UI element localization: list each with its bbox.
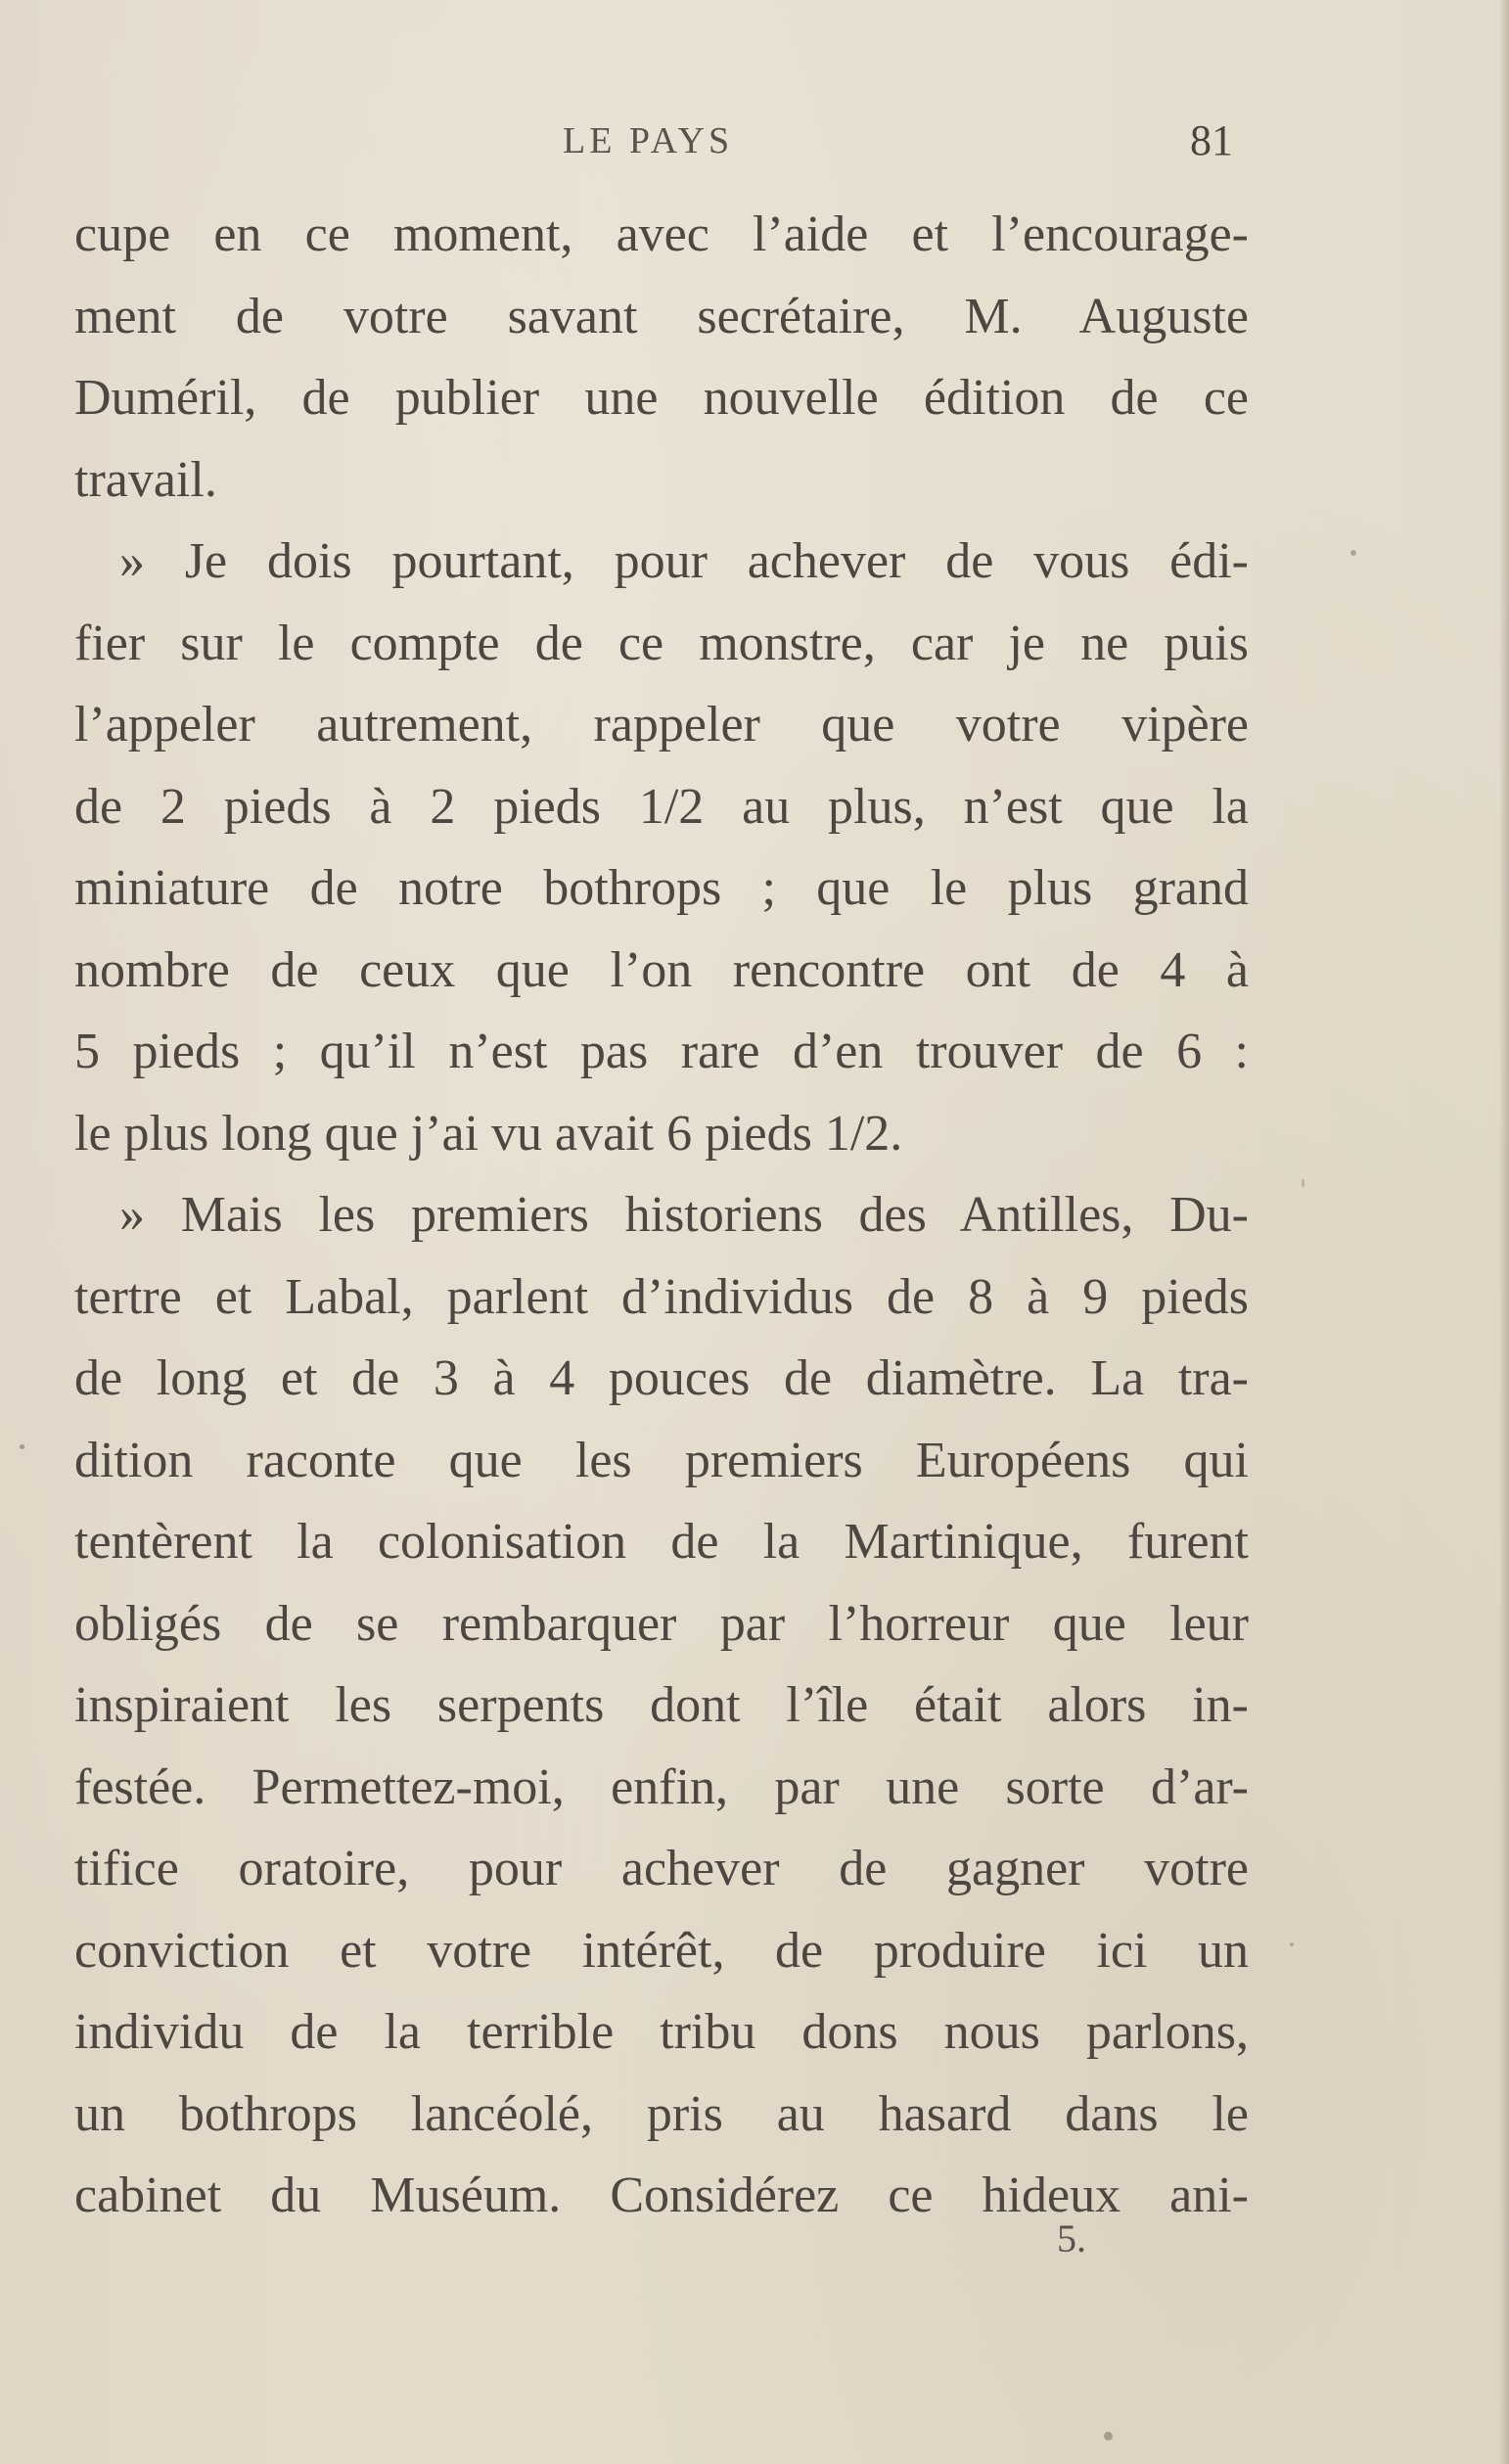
text-line: 5 pieds ; qu’il n’est pas rare d’en trouver de 6 : bbox=[74, 1024, 1249, 1079]
text-line: tertre et Labal, parlent d’individus de 8 à 9 pieds bbox=[74, 1268, 1249, 1325]
text-line: obligés de se rembarquer par l’horreur que leur bbox=[74, 1595, 1249, 1652]
text-line: cabinet du Muséum. Considérez ce hideux ani- bbox=[74, 2167, 1249, 2223]
text-line: » Je dois pourtant, pour achever de vous édi- bbox=[119, 533, 1249, 589]
text-line: nombre de ceux que l’on rencontre ont de 4 à bbox=[74, 941, 1249, 998]
text-line: l’appeler autrement, rappeler que votre vipère bbox=[74, 697, 1249, 753]
text-line: festée. Permettez-moi, enfin, par une sorte d’ar- bbox=[74, 1758, 1249, 1815]
text-line: travail. bbox=[74, 451, 217, 508]
page-edge bbox=[1499, 0, 1509, 2464]
text-line: individu de la terrible tribu dons nous parlons, bbox=[74, 2004, 1249, 2060]
text-line: de 2 pieds à 2 pieds 1/2 au plus, n’est que la bbox=[74, 778, 1249, 835]
text-line: le plus long que j’ai vu avait 6 pieds 1/2. bbox=[74, 1105, 903, 1162]
text-line: cupe en ce moment, avec l’aide et l’encourage- bbox=[74, 206, 1249, 262]
text-line: fier sur le compte de ce monstre, car je ne puis bbox=[74, 615, 1249, 671]
text-line: tifice oratoire, pour achever de gagner votre bbox=[74, 1841, 1249, 1896]
text-line: dition raconte que les premiers Européens qui bbox=[74, 1432, 1249, 1488]
text-line: tentèrent la colonisation de la Martinique, furent bbox=[74, 1514, 1249, 1570]
text-line: de long et de 3 à 4 pouces de diamètre. La tra- bbox=[74, 1350, 1249, 1406]
page-number: 81 bbox=[1190, 116, 1233, 164]
text-line: inspiraient les serpents dont l’île était alors in- bbox=[74, 1677, 1249, 1733]
running-head-title: LE PAYS bbox=[563, 120, 734, 161]
text-line: » Mais les premiers historiens des Antilles, Du- bbox=[119, 1187, 1249, 1243]
text-line: ment de votre savant secrétaire, M. Auguste bbox=[74, 288, 1249, 344]
signature-mark: 5. bbox=[1057, 2216, 1086, 2260]
text-line: miniature de notre bothrops ; que le plus grand bbox=[74, 860, 1249, 916]
body-text bbox=[74, 194, 1249, 2237]
text-line: conviction et votre intérêt, de produire ici un bbox=[74, 1922, 1249, 1979]
running-head bbox=[78, 115, 1233, 174]
text-line: un bothrops lancéolé, pris au hasard dans le bbox=[74, 2085, 1249, 2142]
text-line: Duméril, de publier une nouvelle édition de ce bbox=[74, 370, 1249, 426]
